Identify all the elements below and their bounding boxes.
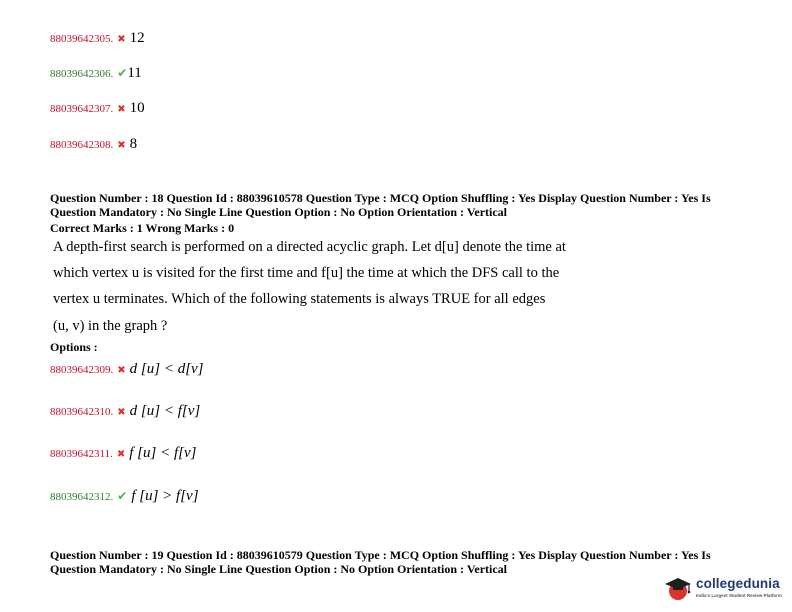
question-text: (u, v) in the graph ?	[53, 318, 168, 334]
cross-icon: ✖	[117, 365, 126, 376]
option-id: 88039642312.	[50, 491, 114, 503]
question-header: Question Mandatory : No Single Line Question Option : No Option Orientation : Vertical	[50, 205, 508, 219]
option-row	[50, 402, 200, 420]
cross-icon: ✖	[117, 140, 126, 151]
option-id: 88039642309.	[50, 364, 114, 376]
option-answer: d [u] < f[v]	[129, 403, 201, 419]
option-row	[50, 444, 196, 462]
option-answer: 10	[129, 100, 145, 116]
question-text: vertex u terminates. Which of the following statements is always TRUE for all edges	[53, 291, 546, 307]
cross-icon: ✖	[117, 407, 126, 418]
option-answer: d [u] < d[v]	[129, 361, 204, 377]
option-row	[50, 487, 199, 505]
question-marks: Correct Marks : 1 Wrong Marks : 0	[50, 221, 235, 235]
logo-tagline: India's Largest Student Review Platform	[696, 593, 782, 598]
question-header: Question Mandatory : No Single Line Question Option : No Option Orientation : Vertical	[50, 562, 508, 576]
cross-icon: ✖	[117, 34, 126, 45]
options-label: Options :	[50, 340, 98, 354]
option-answer: f [u] > f[v]	[131, 488, 199, 504]
option-row	[50, 29, 145, 47]
question-header: Question Number : 19 Question Id : 88039610579 Question Type : MCQ Option Shuffling : Yes Display Question Number : Yes Is	[50, 548, 711, 562]
option-answer: 12	[129, 30, 145, 46]
logo-name: collegedunia	[696, 576, 780, 591]
question-header: Question Number : 18 Question Id : 88039610578 Question Type : MCQ Option Shuffling : Yes Display Question Number : Yes Is	[50, 191, 711, 205]
check-icon: ✔	[117, 66, 128, 80]
cross-icon: ✖	[117, 104, 126, 115]
option-answer: f [u] < f[v]	[129, 445, 197, 461]
option-id: 88039642308.	[50, 139, 114, 151]
option-id: 88039642306.	[50, 68, 114, 80]
option-row	[50, 135, 137, 153]
option-row	[50, 64, 142, 82]
option-row	[50, 360, 204, 378]
graduation-cap-icon	[663, 575, 693, 601]
collegedunia-logo	[663, 573, 788, 607]
question-text: which vertex u is visited for the first time and f[u] the time at which the DFS call to the	[53, 265, 560, 281]
check-icon: ✔	[117, 489, 128, 503]
question-text: A depth-first search is performed on a directed acyclic graph. Let d[u] denote the time at	[53, 239, 566, 255]
option-id: 88039642305.	[50, 33, 114, 45]
option-id: 88039642311.	[50, 448, 113, 460]
option-id: 88039642307.	[50, 103, 114, 115]
option-row	[50, 99, 145, 117]
option-id: 88039642310.	[50, 406, 114, 418]
cross-icon: ✖	[116, 449, 126, 460]
option-answer: 11	[127, 65, 142, 81]
question-header-clip	[0, 546, 714, 562]
option-answer: 8	[129, 136, 138, 152]
